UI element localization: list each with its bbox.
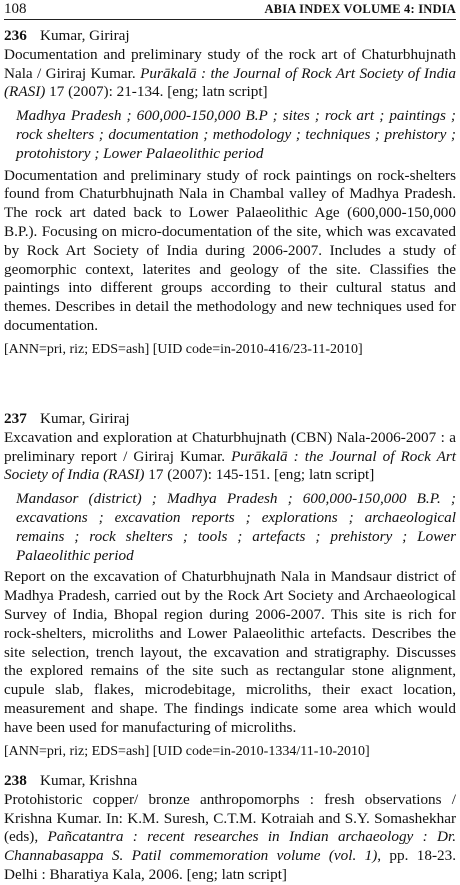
entry-annotation: [ANN=pri, riz; EDS=ash] [UID code=in-2010-1334/11-10-2010] [4, 743, 370, 759]
entry-heading [4, 772, 456, 791]
entry-citation [4, 791, 456, 885]
entry-keywords: Madhya Pradesh ; 600,000-150,000 B.P ; sites ; rock art ; paintings ; rock shelters ; documentation ; methodology ; techniques ; prehistory ; protohistory ; Lower Palaeolithic period [16, 107, 456, 162]
entry-citation-details: 17 (2007): 21-134. [eng; latn script] [49, 83, 268, 101]
entry-heading [4, 410, 456, 429]
index-entry [4, 772, 456, 885]
entry-author: Kumar, Giriraj [40, 410, 130, 427]
entry-journal: Purākalā : the Journal of Rock Art Society of India (RASI) [4, 64, 456, 101]
index-entry [4, 410, 456, 761]
entry-number: 238 [4, 772, 27, 789]
entry-number: 236 [4, 27, 27, 44]
running-title: ABIA INDEX VOLUME 4: INDIA [264, 2, 456, 16]
entry-abstract: Documentation and preliminary study of rock paintings on rock-shelters found from Chaturbhujnath Nala in Chambal valley of Madhya Pradesh. The rock art dated back to Lower Palaeolithic Age (600,000-150,000 B.P.). Focusing on micro-documentation of the site, which was excavated by Rock Art Society of India during 2006-2007. Includes a study of geomorphic context, laterites and geology of the site. Classifies the paintings into different groups according to their cultural status and themes. Describes in detail the methodology and new techniques used for documentation. [4, 166, 456, 334]
entry-title: Protohistoric copper/ bronze anthropomorphs : fresh observations / Krishna Kumar. In: K.M. Suresh, C.T.M. Kotraiah and S.Y. Somashekhar (eds), [4, 790, 456, 846]
entry-title: Excavation and exploration at Chaturbhujnath (CBN) Nala-2006-2007 : a preliminary report / Giriraj Kumar. [4, 428, 456, 465]
entry-citation-details: 17 (2007): 145-151. [eng; latn script] [148, 466, 375, 484]
entry-title: Documentation and preliminary study of the rock art of Chaturbhujnath Nala / Giriraj Kumar. [4, 45, 456, 82]
entry-journal: Purākalā : the Journal of Rock Art Society of India (RASI) [4, 447, 457, 484]
page-number: 108 [4, 1, 27, 17]
entry-citation [4, 46, 456, 102]
entry-number: 237 [4, 410, 27, 427]
entry-annotation: [ANN=pri, riz; EDS=ash] [UID code=in-2010-416/23-11-2010] [4, 341, 363, 357]
entry-author: Kumar, Krishna [40, 772, 138, 789]
index-entry [4, 27, 456, 360]
entry-citation [4, 429, 456, 485]
entry-abstract: Report on the excavation of Chaturbhujnath Nala in Mandsaur district of Madhya Pradesh, carried out by the Rock Art Society and Archaeological Survey of India, Bhopal region during 2006-2007. This site is rich for rock-shelters, microliths and Lower Palaeolithic artefacts. Describes the site selection, trench layout, the excavation and stratigraphy. Discusses the explored remains of the site such as rectangular stone alignment, cupule slab, flakes, microdebitage, microliths, their exact location, measurement and shape. The findings indicate some area which would have been used for manufacturing of microliths. [4, 568, 456, 736]
entry-heading [4, 27, 456, 46]
entry-keywords: Mandasor (district) ; Madhya Pradesh ; 600,000-150,000 B.P. ; excavations ; excavation reports ; explorations ; archaeological remains ; rock shelters ; tools ; artefacts ; prehistory ; Lower Palaeolithic period [16, 490, 456, 564]
entry-journal: Pañcatantra : recent researches in Indian archaeology : Dr. Channabasappa S. Patil commemoration volume (vol. 1) [4, 828, 456, 865]
header-rule [4, 19, 456, 20]
page-header [4, 0, 456, 18]
entry-author: Kumar, Giriraj [40, 27, 130, 44]
entry-citation-details: , pp. 18-23. Delhi : Bharatiya Kala, 2006. [eng; latn script] [4, 847, 456, 883]
